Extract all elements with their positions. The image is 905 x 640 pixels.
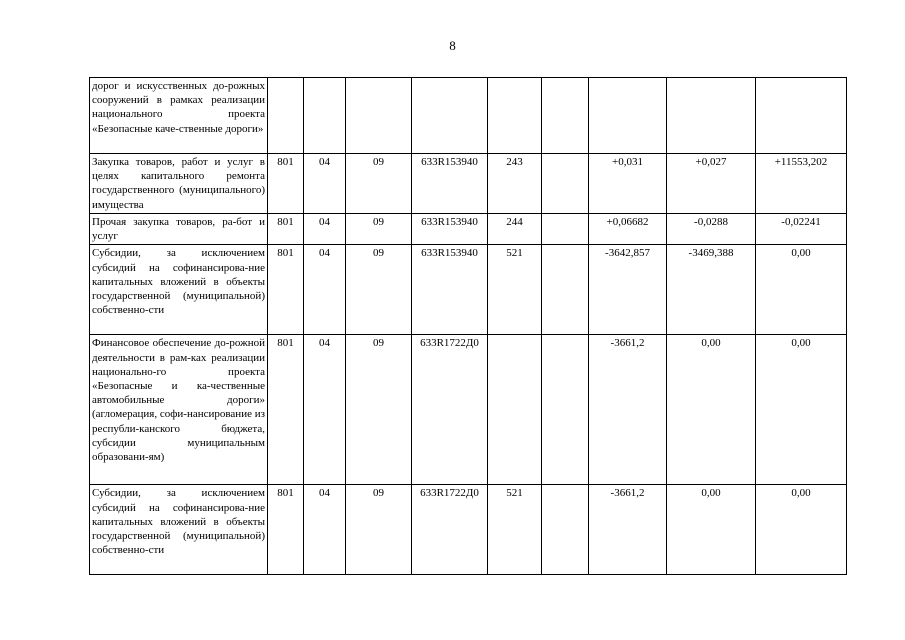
amount-year-3: +11553,202 (756, 154, 847, 214)
empty-cell (542, 485, 589, 575)
subsection-code: 09 (346, 154, 412, 214)
table-row (90, 78, 847, 154)
amount-year-3 (756, 78, 847, 154)
empty-cell (542, 214, 589, 245)
empty-cell (542, 335, 589, 485)
amount-year-1: -3661,2 (589, 335, 667, 485)
section-code: 04 (304, 335, 346, 485)
section-code: 04 (304, 485, 346, 575)
subsection-code: 09 (346, 245, 412, 335)
table-row (90, 154, 847, 214)
amount-year-1: +0,031 (589, 154, 667, 214)
amount-year-2: -3469,388 (667, 245, 756, 335)
dept-code: 801 (268, 485, 304, 575)
row-description: Финансовое обеспечение до-рожной деятельности в рам-ках реализации национально-го проекта «Безопасные и ка-чественные автомобильные дороги» (агломерация, софи-нансирование из республи-канского бюджета, субсидии муниципальным образовани-ям) (90, 335, 268, 485)
expense-type-code: 244 (488, 214, 542, 245)
amount-year-2 (667, 78, 756, 154)
target-article-code: 633R1722Д0 (412, 485, 488, 575)
dept-code (268, 78, 304, 154)
amount-year-1: -3642,857 (589, 245, 667, 335)
row-description: Субсидии, за исключением субсидий на софинансирова-ние капитальных вложений в объекты государственной (муниципальной) собственно-сти (90, 245, 268, 335)
subsection-code: 09 (346, 214, 412, 245)
section-code (304, 78, 346, 154)
target-article-code: 633R153940 (412, 245, 488, 335)
empty-cell (542, 78, 589, 154)
section-code: 04 (304, 154, 346, 214)
subsection-code: 09 (346, 335, 412, 485)
expense-type-code: 243 (488, 154, 542, 214)
amount-year-3: 0,00 (756, 335, 847, 485)
expense-type-code (488, 78, 542, 154)
empty-cell (542, 245, 589, 335)
dept-code: 801 (268, 214, 304, 245)
row-description: Субсидии, за исключением субсидий на софинансирова-ние капитальных вложений в объекты государственной (муниципальной) собственно-сти (90, 485, 268, 575)
budget-table (89, 77, 847, 575)
section-code: 04 (304, 245, 346, 335)
amount-year-1 (589, 78, 667, 154)
page-number: 8 (449, 38, 456, 53)
row-description: Прочая закупка товаров, ра-бот и услуг (90, 214, 268, 245)
table-row (90, 245, 847, 335)
expense-type-code: 521 (488, 245, 542, 335)
dept-code: 801 (268, 154, 304, 214)
expense-type-code (488, 335, 542, 485)
amount-year-3: 0,00 (756, 245, 847, 335)
amount-year-2: 0,00 (667, 335, 756, 485)
table-row (90, 335, 847, 485)
amount-year-2: +0,027 (667, 154, 756, 214)
row-description: дорог и искусственных до-рожных сооружений в рамках реализации национального проекта «Безопасные каче-ственные дороги» (90, 78, 268, 154)
subsection-code (346, 78, 412, 154)
section-code: 04 (304, 214, 346, 245)
amount-year-2: -0,0288 (667, 214, 756, 245)
dept-code: 801 (268, 335, 304, 485)
dept-code: 801 (268, 245, 304, 335)
table-row (90, 485, 847, 575)
table-row (90, 214, 847, 245)
subsection-code: 09 (346, 485, 412, 575)
target-article-code: 633R1722Д0 (412, 335, 488, 485)
amount-year-2: 0,00 (667, 485, 756, 575)
amount-year-3: 0,00 (756, 485, 847, 575)
amount-year-3: -0,02241 (756, 214, 847, 245)
expense-type-code: 521 (488, 485, 542, 575)
target-article-code: 633R153940 (412, 214, 488, 245)
empty-cell (542, 154, 589, 214)
row-description: Закупка товаров, работ и услуг в целях капитального ремонта государственного (муниципального) имущества (90, 154, 268, 214)
amount-year-1: +0,06682 (589, 214, 667, 245)
amount-year-1: -3661,2 (589, 485, 667, 575)
target-article-code: 633R153940 (412, 154, 488, 214)
target-article-code (412, 78, 488, 154)
